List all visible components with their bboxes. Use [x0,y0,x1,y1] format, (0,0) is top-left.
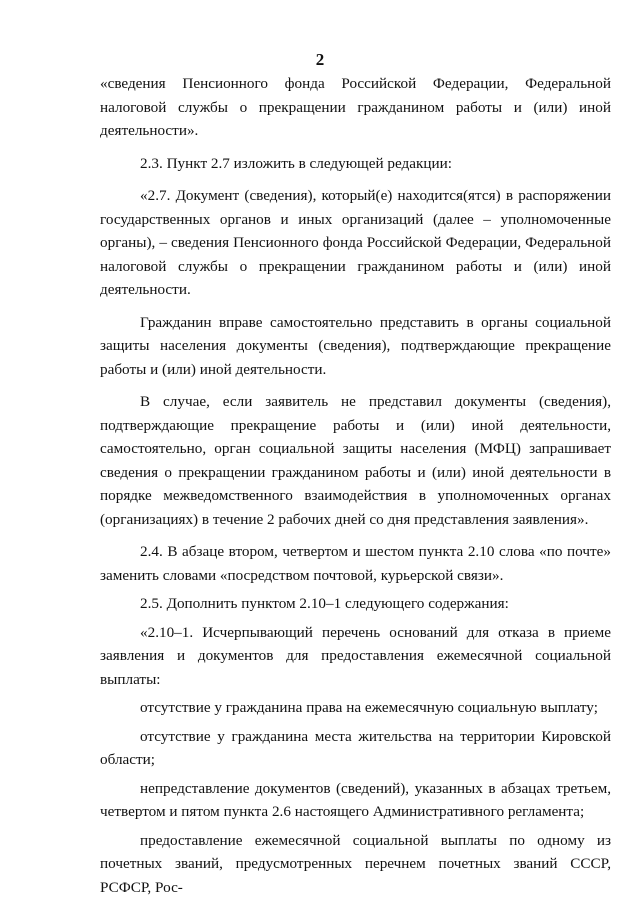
document-body [100,72,611,904]
paragraph-9: отсутствие у гражданина права на ежемесячную социальную выплату; [140,699,598,716]
paragraph-11: непредставление документов (сведений), указанных в абзацах третьем, четвертом и пятом пункта 2.6 настоящего Административного регламента; [100,779,611,820]
paragraph-10: отсутствие у гражданина места жительства на территории Кировской области; [100,727,611,768]
paragraph-1: «сведения Пенсионного фонда Российской Федерации, Федеральной налоговой службы о прекращении гражданином работы и (или) иной деятельности». [100,75,611,139]
paragraph-12: предоставление ежемесячной социальной выплаты по одному из почетных званий, предусмотренных перечнем почетных званий СССР, РСФСР, Рос- [100,831,611,896]
paragraph-8: «2.10–1. Исчерпывающий перечень оснований для отказа в приеме заявления и документов для предоставления ежемесячной социальной выплаты: [100,623,611,688]
paragraph-2: 2.3. Пункт 2.7 изложить в следующей редакции: [140,154,453,172]
paragraph-7: 2.5. Дополнить пунктом 2.10–1 следующего содержания: [140,595,509,612]
page-number: 2 [315,50,325,69]
paragraph-6: 2.4. В абзаце втором, четвертом и шестом пункта 2.10 слова «по почте» заменить словами «посредством почтовой, курьерской связи». [100,543,611,584]
paragraph-5: В случае, если заявитель не представил документы (сведения), подтверждающие прекращение работы и (или) иной деятельности, самостоятельно, орган социальной защиты населения (МФЦ) запрашивает сведения о прекращении гражданином работы и (или) иной деятельности в порядке межведомственного взаимодействия в уполномоченных органах (организациях) в течение 2 рабочих дней со дня представления заявления». [100,393,611,528]
paragraph-4: Гражданин вправе самостоятельно представить в органы социальной защиты населения документы (сведения), подтверждающие прекращение работы и (или) иной деятельности. [100,313,611,378]
paragraph-3: «2.7. Документ (сведения), который(е) находится(ятся) в распоряжении государственных органов и иных организаций (далее – уполномоченные органы), – сведения Пенсионного фонда Российской Федерации, Федеральной налоговой службы о прекращении гражданином работы и (или) иной деятельности. [100,187,611,298]
